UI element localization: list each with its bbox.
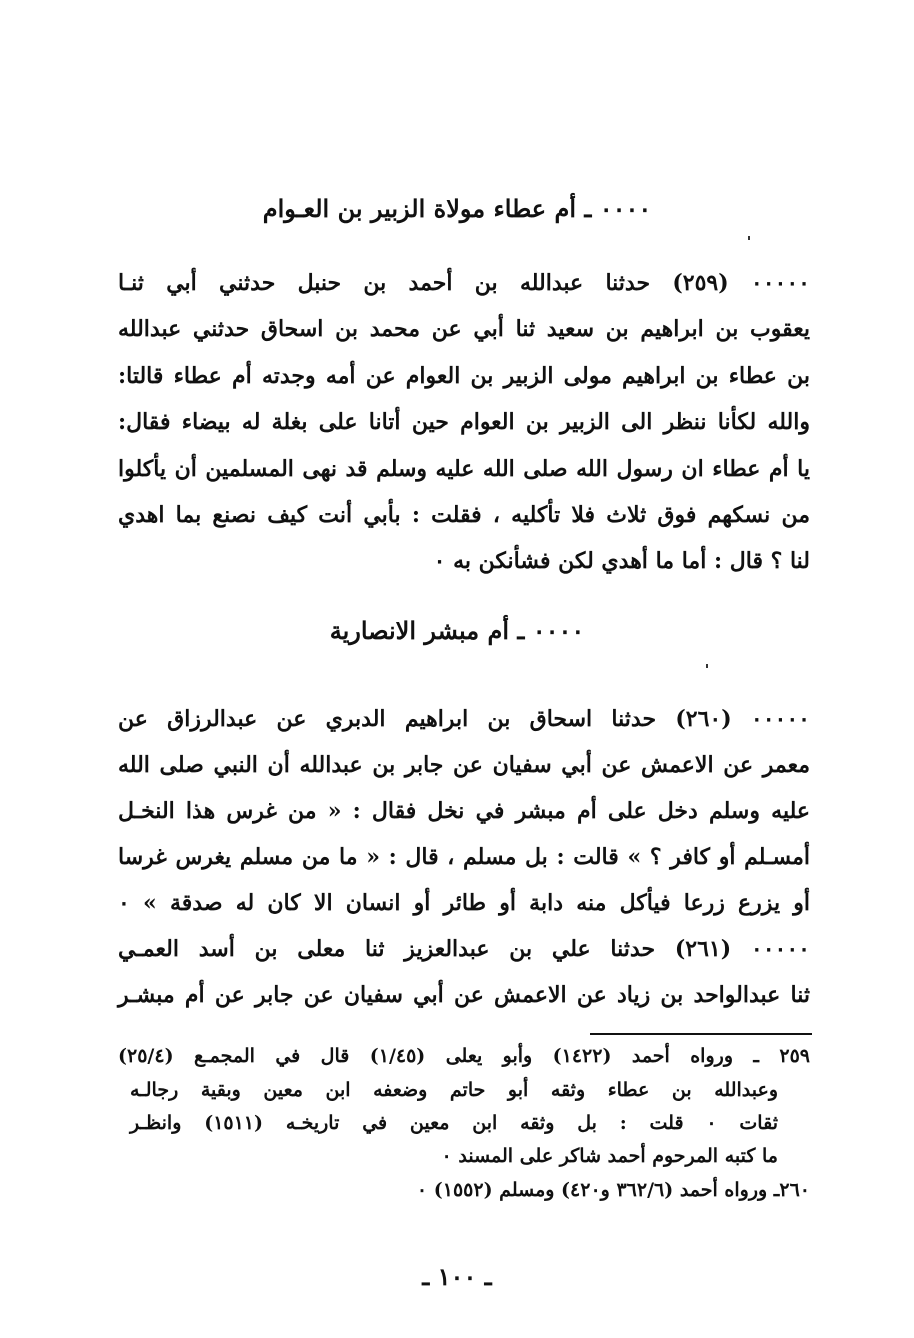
text-line: معمر عن الاعمش عن أبي سفيان عن جابر بن عبدالله أن النبي صلى الله bbox=[118, 752, 810, 778]
text-line: من نسكهم فوق ثلاث فلا تأكليه ، فقلت : بأبي أنت كيف نصنع بما اهدي bbox=[118, 502, 810, 528]
section-heading-umm-mubashshir: ٠٠٠٠ ـ أم مبشر الانصارية bbox=[329, 616, 585, 645]
scan-speck bbox=[706, 664, 708, 668]
footnote-line: ثقات ٠ قلت : بل وثقه ابن معين في تاريخـه (١٥١١) وانظـر bbox=[130, 1112, 778, 1134]
section-heading-umm-ata: ٠٠٠٠ ـ أم عطاء مولاة الزبير بن العـوام bbox=[262, 194, 652, 223]
footnote-separator bbox=[590, 1033, 812, 1035]
text-line: لنا ؟ قال : أما ما أهدي لكن فشأنكن به ٠ bbox=[433, 548, 810, 574]
scan-speck bbox=[748, 236, 750, 240]
text-line: يعقوب بن ابراهيم بن سعيد ثنا أبي عن محمد بن اسحاق حدثني عبدالله bbox=[118, 316, 810, 342]
text-line: أمسـلم أو كافر ؟ » قالت : بل مسلم ، قال : « ما من مسلم يغرس غرسا bbox=[118, 844, 810, 870]
page-number: ـ ١٠٠ ـ bbox=[422, 1262, 492, 1291]
text-line: والله لكأنا ننظر الى الزبير بن العوام حين أتانا على بغلة له بيضاء فقال: bbox=[118, 409, 810, 435]
text-line: ٠٠٠٠٠ (٢٥٩) حدثنا عبدالله بن أحمد بن حنبل حدثني أبي ثنـا bbox=[118, 270, 810, 296]
text-line: ٠٠٠٠٠ (٢٦١) حدثنا علي بن عبدالعزيز ثنا معلى بن أسد العمـي bbox=[118, 936, 810, 962]
text-line: ٠٠٠٠٠ (٢٦٠) حدثنا اسحاق بن ابراهيم الدبري عن عبدالرزاق عن bbox=[118, 706, 810, 732]
text-line: أو يزرع زرعا فيأكل منه دابة أو طائر أو انسان الا كان له صدقة » ٠ bbox=[118, 890, 810, 916]
text-line: عليه وسلم دخل على أم مبشر في نخل فقال : « من غرس هذا النخـل bbox=[118, 798, 810, 824]
footnote-line: ما كتبه المرحوم أحمد شاكر على المسند ٠ bbox=[441, 1145, 778, 1167]
footnote-line: ٢٥٩ ـ ورواه أحمد (١٤٢٢) وأبو يعلى (١/٤٥) قال في المجمـع (٢٥/٤) bbox=[118, 1045, 810, 1067]
footnote-line: وعبدالله بن عطاء وثقه أبو حاتم وضعفه ابن معين وبقية رجالـه bbox=[130, 1079, 778, 1101]
text-line: يا أم عطاء ان رسول الله صلى الله عليه وسلم قد نهى المسلمين أن يأكلوا bbox=[118, 456, 810, 482]
text-line: بن عطاء بن ابراهيم مولى الزبير بن العوام عن أمه وجدته أم عطاء قالتا: bbox=[118, 363, 810, 389]
text-line: ثنا عبدالواحد بن زياد عن الاعمش عن أبي سفيان عن جابر عن أم مبشـر bbox=[118, 982, 810, 1008]
footnote-line: ٢٦٠ـ ورواه أحمد (٣٦٢/٦ و٤٢٠) ومسلم (١٥٥٢) ٠ bbox=[416, 1179, 810, 1201]
